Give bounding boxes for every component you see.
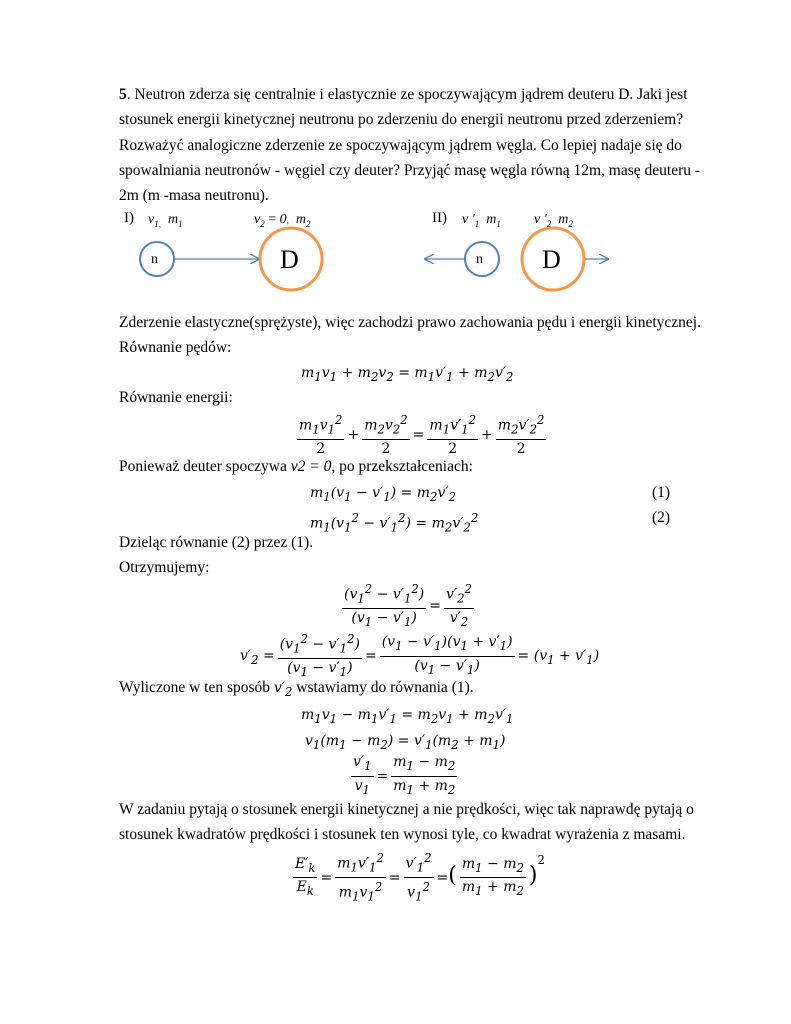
- final-text-2: stosunek kwadratów prędkości i stosunek ten wynosi tyle, co kwadrat wyrażenia z masami.: [119, 826, 686, 843]
- equation-2-number: (2): [652, 509, 671, 526]
- problem-number: 5: [119, 86, 127, 103]
- case1-roman: I): [124, 210, 134, 226]
- equation-1: $m_1(v_1 - v'_1) = m_2v'_2$: [310, 485, 456, 504]
- problem-line-3: Rozważyć analogiczne zderzenie ze spoczywającym jądrem węgla. Co lepiej nadaje się do: [119, 137, 682, 154]
- problem-line-5: 2m (m -masa neutronu).: [119, 187, 269, 204]
- dividing-text: Dzieląc równanie (2) przez (1).: [119, 534, 314, 551]
- problem-line-2: stosunek energii kinetycznej neutronu po zderzeniu do energii neutronu przed zderzeniem?: [119, 111, 684, 128]
- problem-line-4: spowalniania neutronów - węgiel czy deuter? Przyjąć masę węgla równą 12m, masę deuteru -: [119, 162, 701, 179]
- energy-label: Równanie energii:: [119, 389, 233, 406]
- equation-1-number: (1): [652, 484, 671, 501]
- case1-neutron-label: n: [151, 252, 158, 267]
- final-text-1: W zadaniu pytają o stosunek energii kinetycznej a nie prędkości, więc tak naprawdę pytają o: [119, 801, 694, 818]
- calc-text: Wyliczone w ten sposób $v'_2$ wstawiamy do równania (1).: [119, 679, 474, 699]
- momentum-equation: $m_1v_1 + m_2v_2 = m_1v'_1 + m_2v'_2$: [301, 365, 514, 384]
- case2-neutron-label: n: [476, 252, 483, 267]
- since-text: Ponieważ deuter spoczywa v2 = 0, po przekształceniach:: [119, 458, 473, 475]
- obtain-text: Otrzymujemy:: [119, 559, 210, 576]
- momentum-label: Równanie pędów:: [119, 339, 232, 356]
- case2-label-right: v $'_2$ $m_2$: [534, 212, 573, 229]
- case2-label-left: v $'_1$ $m_1$: [462, 212, 501, 229]
- factored-equation: $v_1(m_1 - m_2) = v'_1(m_2 + m_1)$: [305, 733, 506, 752]
- equation-2: $m_1(v_1^2 - v'_1^2) = m_2v'_2^2$: [310, 511, 479, 535]
- v2-derivation: $v'_2$ = $\frac{(v_1^2 - v'_1^2)}{(v_1 - v'_1)}$ = $\frac{(v_1 - v'_1)(v_1 + v'_1)}{(v_1 - v'_1)}$ = $(v_1 + v'_1)$: [240, 632, 600, 680]
- problem-line-1: 5. Neutron zderza się centralnie i elastycznie ze spoczywającym jądrem deuteru D. Jaki jest: [119, 86, 688, 103]
- energy-equation: $\frac{m_1v_1^2}{2}$ + $\frac{m_2v_2^2}{2}$ = $\frac{m_1v'_1^2}{2}$ + $\frac{m_2v'_2^2}{2}$: [299, 413, 545, 458]
- case2-deuteron-label: D: [542, 245, 561, 274]
- energy-ratio-equation: $\frac{E'_k}{E_k}$ = $\frac{m_1v'_1^2}{m_1v_1^2}$ = $\frac{v'_1^2}{v_1^2}$ =( $\frac{m_1 - m_2}{m_1 + m_2}$ )$^2$: [295, 851, 545, 904]
- elastic-text: Zderzenie elastyczne(sprężyste), więc zachodzi prawo zachowania pędu i energii kinetycznej.: [119, 314, 701, 331]
- case2-roman: II): [432, 210, 447, 226]
- case1-label-left: $v_{1,}$ $m_1$: [148, 212, 183, 229]
- velocity-ratio-equation: $\frac{v'_1}{v_1}$ = $\frac{m_1 - m_2}{m_1 + m_2}$: [353, 754, 456, 797]
- case1-deuteron-label: D: [280, 245, 299, 274]
- ratio-equation: $\frac{(v_1^2 - v'_1^2)}{(v_1 - v'_1)}$ = $\frac{v'_2^2}{v'_2}$: [344, 582, 472, 630]
- case1-label-right: $v_2 = 0$, $m_2$: [254, 212, 311, 229]
- substituted-equation: $m_1v_1 - m_1v'_1 = m_2v_1 + m_2v'_1$: [301, 707, 514, 726]
